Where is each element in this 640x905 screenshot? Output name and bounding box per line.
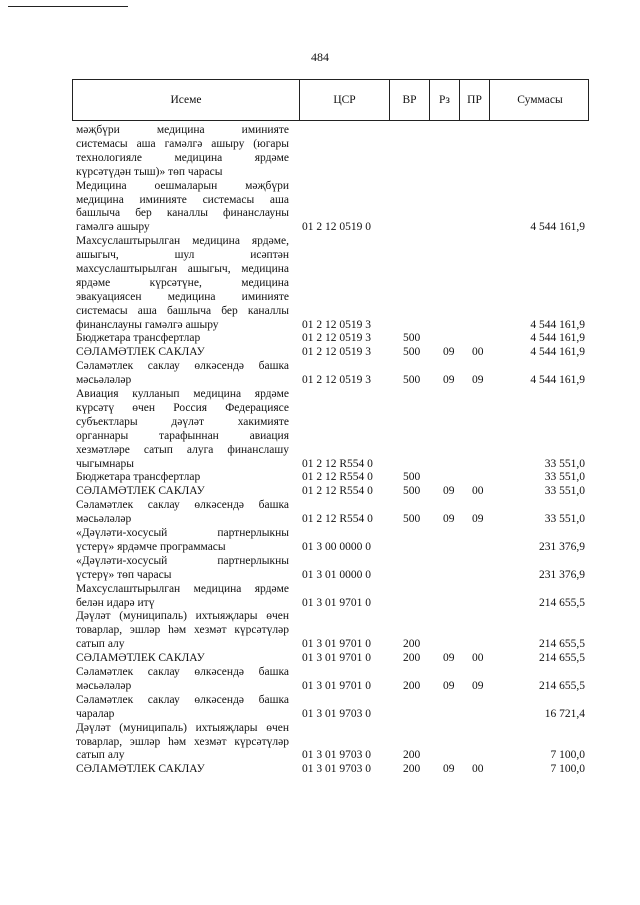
table-row [0,180,640,236]
row-name-line: чаралар [76,707,115,720]
row-name [76,527,289,555]
row-vr: 500 [403,513,421,526]
row-pr: 00 [472,763,484,776]
row-rz: 09 [443,763,455,776]
row-name-line: товарлар, эшләр һәм хезмәт күрсәтүләр [76,735,289,748]
row-name-line: технологияле медицина ярдәме [76,151,289,164]
table-header [72,79,589,121]
row-csr: 01 2 12 0519 3 [302,332,371,345]
row-name [76,583,289,611]
top-rule [8,6,128,7]
row-csr: 01 2 12 R554 0 [302,457,373,470]
row-name-line: сатып алу [76,638,125,651]
table-row [0,485,640,499]
row-sum: 4 544 161,9 [530,318,585,331]
row-name-line: Сәламәтлек саклау өлкәсендә башка [76,693,289,706]
row-name-line: СӘЛАМӘТЛЕК САКЛАУ [76,485,205,498]
row-name-line: мәсьәләләр [76,374,132,387]
table-row [0,555,640,583]
row-rz: 09 [443,652,455,665]
row-csr: 01 3 01 9703 0 [302,749,371,762]
row-sum: 4 544 161,9 [530,332,585,345]
row-vr: 200 [403,638,421,651]
row-rz: 09 [443,513,455,526]
table-row [0,652,640,666]
row-name-line: системасы аша башлыча бер каналлы [76,304,289,317]
table-row [0,332,640,346]
table-row [0,527,640,555]
row-csr: 01 2 12 R554 0 [302,485,373,498]
row-name-line: чыгымнары [76,457,134,470]
row-vr: 500 [403,332,421,345]
row-csr: 01 2 12 0519 3 [302,374,371,387]
row-name-line: СӘЛАМӘТЛЕК САКЛАУ [76,346,205,359]
table-row [0,583,640,611]
row-name-line: күрсәтүдән тыш)» төп чарасы [76,165,223,178]
row-name-line: хезмәтләре сатып алуга финанслашу [76,443,289,456]
row-csr: 01 3 01 9701 0 [302,679,371,692]
row-csr: 01 2 12 0519 3 [302,346,371,359]
column-header-name: Исеме [170,94,202,106]
row-sum: 4 544 161,9 [530,346,585,359]
table-row [0,499,640,527]
row-vr: 500 [403,374,421,387]
row-vr: 500 [403,485,421,498]
row-name-line: органнары тарафыннан авиация [76,429,289,442]
row-name [76,388,289,471]
row-name [76,471,289,485]
column-header-pr: ПР [459,80,489,120]
row-csr: 01 3 01 9701 0 [302,652,371,665]
row-name-line: Махсуслаштырылган медицина ярдәме [76,582,289,595]
row-name-line: үстерү» ярдәмче программасы [76,540,226,553]
row-name-line: СӘЛАМӘТЛЕК САКЛАУ [76,763,205,776]
row-name-line: мәсьәләләр [76,679,132,692]
row-name-line: Авиация кулланып медицина ярдәме [76,388,289,401]
row-vr: 200 [403,763,421,776]
row-pr: 00 [472,346,484,359]
column-header-csr: ЦСР [299,80,389,120]
row-name [76,180,289,236]
row-name-line: Сәламәтлек саклау өлкәсендә башка [76,360,289,373]
row-name-line: «Дәүләти-хосусый партнерлыкны [76,554,289,567]
row-name-line: башлыча бер каналлы финанслауны [76,207,289,220]
row-csr: 01 2 12 R554 0 [302,471,373,484]
row-name-line: Сәламәтлек саклау өлкәсендә башка [76,666,289,678]
row-name-line: ярдәме күрсәтүне, медицина [76,276,289,289]
row-name-line: Махсуслаштырылган медицина ярдәме, [76,235,289,248]
row-vr: 200 [403,679,421,692]
table-row [0,763,640,777]
row-sum: 4 544 161,9 [530,221,585,234]
row-name-line: субъектлары дәүләт хакимияте [76,415,289,428]
row-name-line: белән идарә итү [76,596,155,609]
row-sum: 7 100,0 [550,763,585,776]
row-name-line: Сәламәтлек саклау өлкәсендә башка [76,499,289,512]
row-pr: 09 [472,513,484,526]
row-sum: 33 551,0 [544,513,585,526]
row-vr: 200 [403,749,421,762]
row-name [76,485,289,499]
row-name [76,763,289,777]
row-name [76,332,289,346]
row-sum: 214 655,5 [539,652,585,665]
row-name [76,360,289,388]
column-header-vr: ВР [389,80,429,120]
page-number: 484 [311,50,329,64]
row-sum: 33 551,0 [544,485,585,498]
row-name [76,652,289,666]
row-name-line: мәсьәләләр [76,513,132,526]
row-name-line: Дәүләт (муниципаль) ихтыяҗлары өчен [76,610,289,623]
row-pr: 09 [472,374,484,387]
row-name [76,555,289,583]
row-name-line: Бюджетара трансфертлар [76,332,201,345]
row-csr: 01 3 01 0000 0 [302,568,371,581]
row-name-line: гамәлгә ашыру [76,221,150,234]
row-name-line: ашыгыч, шул исәптән [76,249,289,262]
table-row [0,694,640,722]
row-csr: 01 3 01 9703 0 [302,763,371,776]
row-name-line: үстерү» төп чарасы [76,568,172,581]
row-rz: 09 [443,679,455,692]
row-csr: 01 3 01 9703 0 [302,707,371,720]
row-sum: 33 551,0 [544,471,585,484]
row-csr: 01 2 12 0519 3 [302,318,371,331]
row-csr: 01 3 01 9701 0 [302,638,371,651]
row-csr: 01 3 00 0000 0 [302,540,371,553]
table-row [0,610,640,652]
row-rz: 09 [443,346,455,359]
column-header-rz: Рз [429,80,459,120]
row-sum: 214 655,5 [539,679,585,692]
row-csr: 01 2 12 0519 0 [302,221,371,234]
row-vr: 500 [403,471,421,484]
row-sum: 33 551,0 [544,457,585,470]
row-name [76,694,289,722]
row-rz: 09 [443,374,455,387]
row-name-line: күрсәтү өчен Россия Федерациясе [76,401,289,414]
row-vr: 200 [403,652,421,665]
row-csr: 01 2 12 R554 0 [302,513,373,526]
row-sum: 4 544 161,9 [530,374,585,387]
row-name-line: эвакуациясен медицина иминияте [76,290,289,303]
row-pr: 00 [472,485,484,498]
row-sum: 16 721,4 [544,707,585,720]
row-name-line: махсуслаштырылган ашыгыч, медицина [76,263,289,275]
table-row [0,388,640,471]
row-pr: 09 [472,679,484,692]
row-name [76,722,289,764]
row-name [76,666,289,694]
row-name [76,124,289,180]
row-name-line: СӘЛАМӘТЛЕК САКЛАУ [76,652,205,665]
table-row [0,346,640,360]
row-sum: 214 655,5 [539,596,585,609]
row-sum: 231 376,9 [539,568,585,581]
row-csr: 01 3 01 9701 0 [302,596,371,609]
row-name-line: товарлар, эшләр һәм хезмәт күрсәтүләр [76,624,289,637]
row-sum: 231 376,9 [539,540,585,553]
row-name [76,346,289,360]
row-name [76,610,289,652]
row-name-line: Медицина оешмаларын мәҗбүри [76,179,289,192]
row-name [76,235,289,332]
row-sum: 214 655,5 [539,638,585,651]
row-name-line: системасы аша гамәлгә ашыру (югары [76,137,289,150]
table-row [0,360,640,388]
row-name-line: мәҗбүри медицина иминияте [76,124,289,136]
row-name-line: Дәүләт (муниципаль) ихтыяҗлары өчен [76,721,289,734]
table-row [0,666,640,694]
table-row [0,471,640,485]
row-pr: 00 [472,652,484,665]
row-name-line: сатып алу [76,749,125,762]
row-rz: 09 [443,485,455,498]
column-header-sum: Суммасы [489,80,590,120]
row-vr: 500 [403,346,421,359]
row-sum: 7 100,0 [550,749,585,762]
table-row [0,124,640,180]
row-name-line: медицина иминияте системасы аша [76,193,289,206]
row-name-line: «Дәүләти-хосусый партнерлыкны [76,527,289,540]
row-name [76,499,289,527]
row-name-line: финанслауны гамәлгә ашыру [76,318,219,331]
row-name-line: Бюджетара трансфертлар [76,471,201,484]
table-row [0,235,640,332]
table-row [0,722,640,764]
table-body [0,124,640,777]
